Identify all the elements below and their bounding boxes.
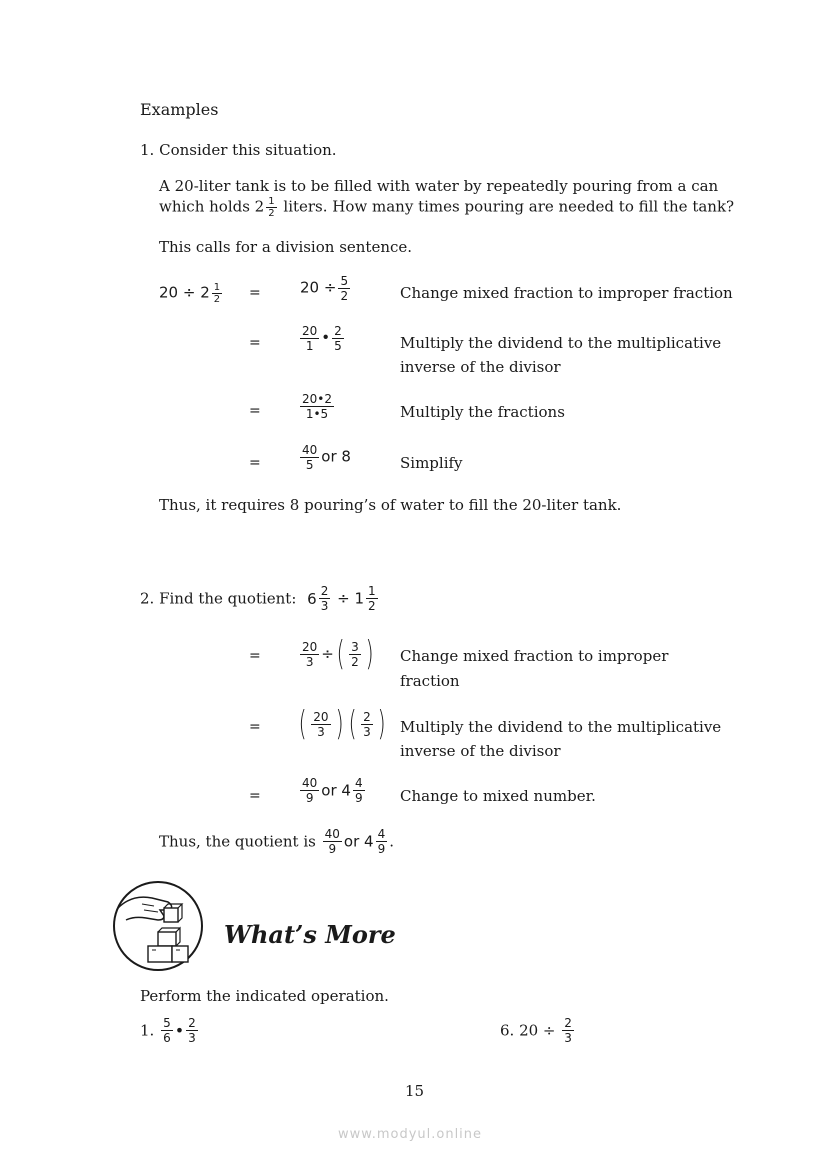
example-2-header: 2. Find the quotient: 6 $\frac{2}{3}$ ÷ 1 $\frac{1}{2}$ <box>140 584 376 613</box>
ex1-step1-expr: 20 ÷ $\frac{5}{2}$ <box>300 274 349 303</box>
example-2-label: 2. Find the quotient: <box>140 589 297 608</box>
ex1-step3-expr: $\frac{20•2}{1•5}$ <box>302 392 332 421</box>
example-1-calls: This calls for a division sentence. <box>159 238 413 256</box>
ex1-step4-desc: Simplify <box>400 454 463 472</box>
ex2-step2-desc-line2: inverse of the divisor <box>400 742 561 760</box>
ex2-step1-desc-line2: fraction <box>400 672 460 690</box>
ex2-eq-3: = <box>249 788 261 804</box>
ex1-step1-desc: Change mixed fraction to improper fraction <box>400 284 733 302</box>
ex2-step2-expr: ( $\frac{20}{3}$ ) ( $\frac{2}{3}$ ) <box>298 704 386 744</box>
examples-heading: Examples <box>140 100 219 119</box>
example-1-number: 1. <box>140 141 155 159</box>
ex2-step2-desc-line1: Multiply the dividend to the multiplicative <box>400 718 722 736</box>
ex1-eq-1: = <box>249 285 261 301</box>
page-number: 15 <box>405 1082 425 1100</box>
ex2-step3-expr: $\frac{40}{9}$ or 4 $\frac{4}{9}$ <box>302 776 363 805</box>
ex2-eq-2: = <box>249 719 261 735</box>
ex2-step1-expr: $\frac{20}{3}$ ÷ ( $\frac{3}{2}$ ) <box>302 634 374 674</box>
watermark: www.modyul.online <box>338 1127 483 1142</box>
whats-more-instruction: Perform the indicated operation. <box>140 987 389 1005</box>
ex1-lhs: 20 ÷ 2 $\frac{1}{2}$ <box>159 282 221 305</box>
whats-more-title: What’s More <box>224 920 396 949</box>
example-1-intro <box>140 141 337 159</box>
example-1-intro-text: Consider this situation. <box>159 141 337 159</box>
hand-blocks-icon <box>112 880 204 972</box>
example-1-problem-line2: which holds 2 $\frac{1}{2}$ liters. How many times pouring are needed to fill the tank? <box>159 196 735 219</box>
exercise-item-6: 6. 20 ÷ $\frac{2}{3}$ <box>500 1016 572 1045</box>
ex1-eq-2: = <box>249 335 261 351</box>
ex2-step3-desc: Change to mixed number. <box>400 787 596 805</box>
ex1-step2-desc-line1: Multiply the dividend to the multiplicative <box>400 334 722 352</box>
example-1-conclusion: Thus, it requires 8 pouring’s of water to fill the 20-liter tank. <box>159 496 622 514</box>
ex1-step2-expr: $\frac{20}{1}$ • $\frac{2}{5}$ <box>302 324 342 353</box>
example-2-conclusion: Thus, the quotient is $\frac{40}{9}$ or 4 $\frac{4}{9}$ . <box>159 827 394 856</box>
ex1-step4-expr: $\frac{40}{5}$ or 8 <box>302 443 351 472</box>
half-fraction: $\frac{1}{2}$ <box>268 196 275 219</box>
ex2-eq-1: = <box>249 648 261 664</box>
example-1-problem-line1: A 20-liter tank is to be filled with water by repeatedly pouring from a can <box>159 177 719 195</box>
exercise-item-1: 1. $\frac{5}{6}$ • $\frac{2}{3}$ <box>140 1016 196 1045</box>
ex1-eq-3: = <box>249 403 261 419</box>
ex2-step1-desc-line1: Change mixed fraction to improper <box>400 647 669 665</box>
ex1-step2-desc-line2: inverse of the divisor <box>400 358 561 376</box>
ex1-eq-4: = <box>249 455 261 471</box>
ex1-step3-desc: Multiply the fractions <box>400 403 565 421</box>
